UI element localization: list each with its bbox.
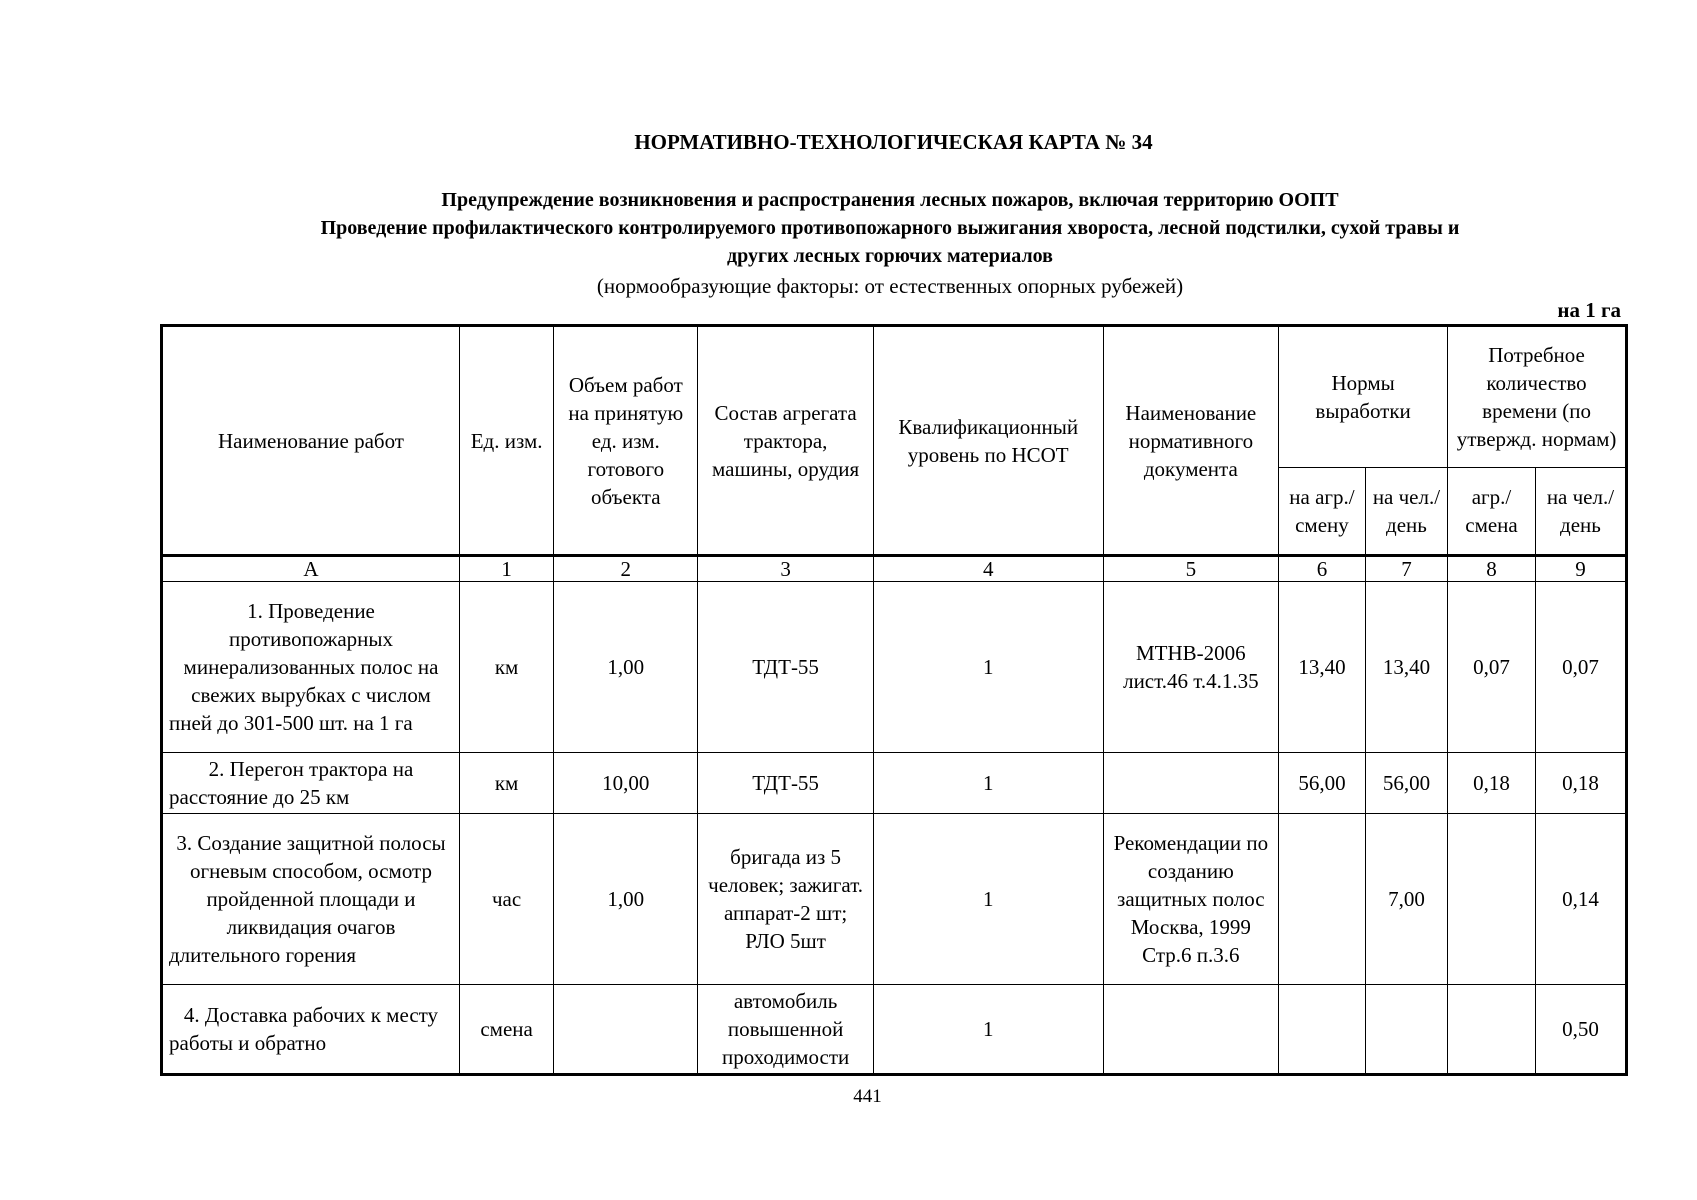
table-row (162, 814, 1627, 985)
column-number: 2 (554, 556, 698, 582)
document-title: НОРМАТИВНО-ТЕХНОЛОГИЧЕСКАЯ КАРТА № 34 (634, 130, 1153, 154)
norm-person-cell: 7,00 (1365, 814, 1447, 985)
time-person-cell: 0,07 (1535, 582, 1626, 753)
document-cell (1103, 985, 1279, 1075)
document-cell: МТНВ-2006 лист.46 т.4.1.35 (1103, 582, 1279, 753)
document-subtitle (170, 186, 1610, 270)
header-composition: Состав агрегата трактора, машины, орудия (698, 326, 874, 556)
volume-cell: 10,00 (554, 753, 698, 814)
volume-cell: 1,00 (554, 582, 698, 753)
work-name: 4. Доставка рабочих к месту работы и обратно (162, 985, 460, 1075)
header-norms: Нормы выработки (1279, 326, 1448, 468)
column-number: 5 (1103, 556, 1279, 582)
table-row (162, 985, 1627, 1075)
document-cell (1103, 753, 1279, 814)
work-name: 1. Проведение противопожарных минерализованных полос на свежих вырубках с числом пней до 301-500 шт. на 1 га (162, 582, 460, 753)
qualification-cell: 1 (873, 582, 1103, 753)
qualification-cell: 1 (873, 753, 1103, 814)
time-agg-cell (1448, 985, 1536, 1075)
time-agg-cell: 0,18 (1448, 753, 1536, 814)
table-row (162, 753, 1627, 814)
composition-cell: ТДТ-55 (698, 753, 874, 814)
unit-cell: час (459, 814, 553, 985)
header-norms-person: на чел./ день (1365, 468, 1447, 556)
table-header-row (162, 326, 1627, 468)
column-number: 9 (1535, 556, 1626, 582)
norm-person-cell: 56,00 (1365, 753, 1447, 814)
header-time-agg: агр./ смена (1448, 468, 1536, 556)
unit-cell: смена (459, 985, 553, 1075)
work-name: 2. Перегон трактора на расстояние до 25 км (162, 753, 460, 814)
column-number-row (162, 556, 1627, 582)
column-number: А (162, 556, 460, 582)
time-person-cell: 0,50 (1535, 985, 1626, 1075)
header-qualification: Квалификационный уровень по НСОТ (873, 326, 1103, 556)
time-person-cell: 0,18 (1535, 753, 1626, 814)
time-agg-cell: 0,07 (1448, 582, 1536, 753)
column-number: 7 (1365, 556, 1447, 582)
subtitle-line: Предупреждение возникновения и распространения лесных пожаров, включая территорию ООПТ (441, 189, 1339, 211)
subtitle-line: Проведение профилактического контролируемого противопожарного выжигания хвороста, лесной подстилки, сухой травы и (320, 217, 1460, 239)
page-number: 441 (853, 1086, 882, 1107)
composition-cell: бригада из 5 человек; зажигат. аппарат-2 шт; РЛО 5шт (698, 814, 874, 985)
unit-cell: км (459, 582, 553, 753)
composition-cell: ТДТ-55 (698, 582, 874, 753)
header-name: Наименование работ (162, 326, 460, 556)
column-number: 3 (698, 556, 874, 582)
time-person-cell: 0,14 (1535, 814, 1626, 985)
subtitle-line: других лесных горючих материалов (727, 245, 1053, 267)
norms-table (160, 324, 1628, 1076)
norm-person-cell (1365, 985, 1447, 1075)
header-document: Наименование нормативного документа (1103, 326, 1279, 556)
qualification-cell: 1 (873, 814, 1103, 985)
unit-note: на 1 га (1557, 298, 1621, 322)
volume-cell (554, 985, 698, 1075)
norm-agg-cell (1279, 985, 1366, 1075)
header-time-person: на чел./ день (1535, 468, 1626, 556)
unit-cell: км (459, 753, 553, 814)
header-unit: Ед. изм. (459, 326, 553, 556)
qualification-cell: 1 (873, 985, 1103, 1075)
column-number: 1 (459, 556, 553, 582)
column-number: 8 (1448, 556, 1536, 582)
document-cell: Рекомендации по созданию защитных полос Москва, 1999 Стр.6 п.3.6 (1103, 814, 1279, 985)
work-name: 3. Создание защитной полосы огневым способом, осмотр пройденной площади и ликвидация очагов длительного горения (162, 814, 460, 985)
header-norms-agg: на агр./ смену (1279, 468, 1366, 556)
norm-person-cell: 13,40 (1365, 582, 1447, 753)
table-row (162, 582, 1627, 753)
time-agg-cell (1448, 814, 1536, 985)
composition-cell: автомобиль повышенной проходимости (698, 985, 874, 1075)
column-number: 6 (1279, 556, 1366, 582)
norm-agg-cell: 56,00 (1279, 753, 1366, 814)
norm-agg-cell (1279, 814, 1366, 985)
norm-agg-cell: 13,40 (1279, 582, 1366, 753)
header-volume: Объем работ на принятую ед. изм. готового объекта (554, 326, 698, 556)
header-time: Потребное количество времени (по утвержд. нормам) (1448, 326, 1627, 468)
norm-factors-note: (нормообразующие факторы: от естественных опорных рубежей) (596, 274, 1184, 298)
volume-cell: 1,00 (554, 814, 698, 985)
column-number: 4 (873, 556, 1103, 582)
